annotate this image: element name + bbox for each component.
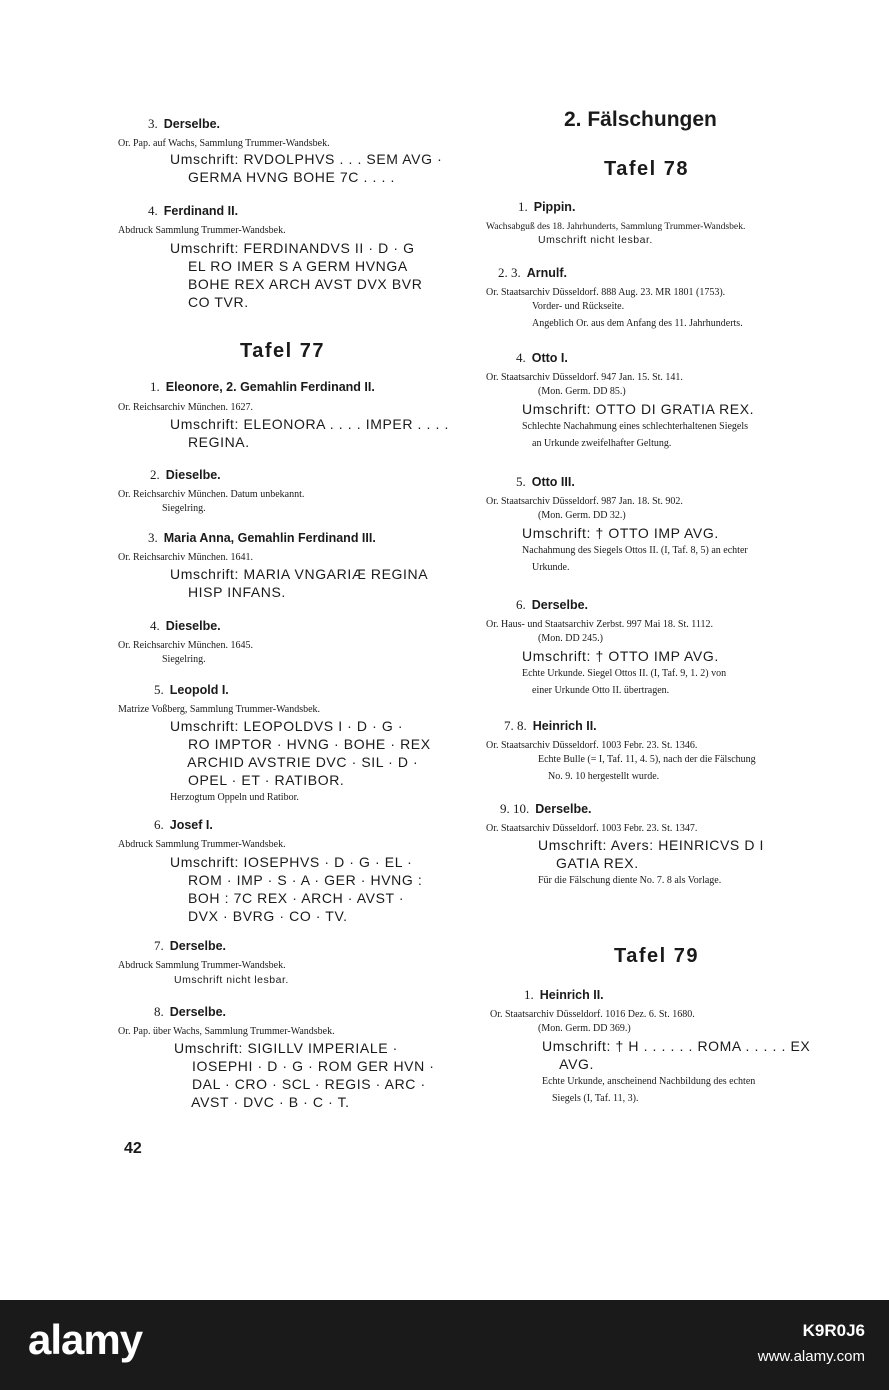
entry-note: (Mon. Germ. DD 32.) [538,510,626,521]
entry-title: 7. 8. Heinrich II. [504,718,597,733]
alamy-logo: alamy [28,1316,143,1363]
entry-title: 8. Derselbe. [154,1004,227,1019]
entry-t77-8 [118,1004,458,1111]
entry-umschrift: Umschrift: † H . . . . . . ROMA . . . . . EX AVG. [542,1038,811,1072]
entry-title: 1. Heinrich II. [524,987,604,1002]
entry-source: Or. Staatsarchiv Düsseldorf. 987 Jan. 18. St. 902. [486,496,683,507]
entry-umschrift: Umschrift: LEOPOLDVS I · D · G · RO IMPTOR · HVNG · BOHE · REX ARCHID AVSTRIE DVC · SIL · D · OPEL · ET · RATIBOR. [170,718,431,788]
entry-title: 4. Ferdinand II. [148,203,239,218]
entry-t79-1 [486,987,836,1107]
entry-t78-6 [486,597,836,699]
entry-note: Echte Urkunde. Siegel Ottos II. (I, Taf. 9, 1. 2) von einer Urkunde Otto II. übertragen. [522,668,727,696]
entry-note: Echte Urkunde, anscheinend Nachbildung des echten Siegels (I, Taf. 11, 3). [542,1076,756,1104]
entry-4-ferdinand [118,203,458,311]
entry-note: (Mon. DD 245.) [538,633,603,644]
entry-t77-5 [118,682,458,806]
entry-t77-7 [118,938,458,986]
entry-umschrift: Umschrift: † OTTO IMP AVG. [522,525,719,541]
entry-umschrift: Umschrift: SIGILLV IMPERIALE · IOSEPHI · D · G · ROM GER HVN · DAL · CRO · SCL · REGIS · ARC · AVST · DVC · B · C · T. [174,1040,435,1110]
section-title: 2. Fälschungen [564,108,717,131]
entry-source: Or. Haus- und Staatsarchiv Zerbst. 997 Mai 18. St. 1112. [486,619,714,630]
entry-source: Abdruck Sammlung Trummer-Wandsbek. [118,839,286,850]
entry-source: Abdruck Sammlung Trummer-Wandsbek. [118,225,286,236]
image-id: K9R0J6 [802,1321,865,1340]
entry-title: 9. 10. Derselbe. [500,801,592,816]
entry-source: Or. Staatsarchiv Düsseldorf. 1003 Febr. 23. St. 1347. [486,823,698,834]
entry-title: 1. Eleonore, 2. Gemahlin Ferdinand II. [150,379,375,394]
entry-3-derselbe [118,116,458,186]
entry-umschrift: Umschrift: † OTTO IMP AVG. [522,648,719,664]
entry-title: 6. Josef I. [154,817,213,832]
entry-title: 5. Leopold I. [154,682,229,697]
entry-source: Or. Staatsarchiv Düsseldorf. 1003 Febr. 23. St. 1346. [486,740,698,751]
entry-source: Or. Staatsarchiv Düsseldorf. 1016 Dez. 6. St. 1680. [490,1009,695,1020]
entry-title: 4. Dieselbe. [150,618,221,633]
entry-t77-1 [118,379,458,451]
tafel-79-heading: Tafel 79 [614,945,699,967]
entry-source: Or. Reichsarchiv München. 1645. [118,640,253,651]
entry-title: 3. Derselbe. [148,116,221,131]
entry-source: Wachsabguß des 18. Jahrhunderts, Sammlung Trummer-Wandsbek. [486,221,746,232]
site-url: www.alamy.com [757,1348,865,1365]
entry-note: Echte Bulle (= I, Taf. 11, 4. 5), nach der die Fälschung No. 9. 10 hergestellt wurde. [538,754,756,782]
page-number: 42 [124,1140,142,1157]
entry-t78-2-3 [486,265,836,332]
tafel-77-heading: Tafel 77 [240,340,325,362]
entry-t78-9-10 [486,801,836,889]
entry-title: 2. Dieselbe. [150,467,221,482]
entry-t77-2 [118,467,458,517]
entry-title: 1. Pippin. [518,199,576,214]
entry-title: 7. Derselbe. [154,938,227,953]
entry-note: Siegelring. [162,654,206,665]
entry-note: Herzogtum Oppeln und Ratibor. [170,792,299,803]
entry-t77-3 [118,530,458,601]
entry-umschrift: Umschrift: RVDOLPHVS . . . SEM AVG · GERMA HVNG BOHE 7C . . . . [170,151,443,185]
entry-umschrift: Umschrift: FERDINANDVS II · D · G EL RO IMER S A GERM HVNGA BOHE REX ARCH AVST DVX BVR CO TVR. [170,240,423,310]
entry-t78-1 [486,199,836,246]
entry-source: Or. Pap. über Wachs, Sammlung Trummer-Wandsbek. [118,1026,335,1037]
entry-source: Matrize Voßberg, Sammlung Trummer-Wandsbek. [118,704,321,715]
entry-source: Or. Reichsarchiv München. 1641. [118,552,253,563]
entry-source: Or. Reichsarchiv München. Datum unbekannt. [118,489,305,500]
entry-t77-6 [118,817,458,925]
entry-title: 5. Otto III. [516,474,575,489]
entry-umschrift: Umschrift: Avers: HEINRICVS D I GATIA REX. [538,837,765,871]
entry-note: Für die Fälschung diente No. 7. 8 als Vorlage. [538,875,722,886]
entry-note: (Mon. Germ. DD 85.) [538,386,626,397]
entry-source: Or. Pap. auf Wachs, Sammlung Trummer-Wandsbek. [118,138,330,149]
entry-umschrift: Umschrift nicht lesbar. [174,974,289,986]
entry-title: 3. Maria Anna, Gemahlin Ferdinand III. [148,530,376,545]
entry-source: Or. Staatsarchiv Düsseldorf. 947 Jan. 15. St. 141. [486,372,683,383]
tafel-78-heading: Tafel 78 [604,158,689,180]
entry-t78-4 [486,350,836,452]
entry-source: Abdruck Sammlung Trummer-Wandsbek. [118,960,286,971]
entry-note: Siegelring. [162,503,206,514]
entry-title: 4. Otto I. [516,350,568,365]
entry-source: Or. Staatsarchiv Düsseldorf. 888 Aug. 23. MR 1801 (1753). [486,287,726,298]
entry-note: Nachahmung des Siegels Ottos II. (I, Taf. 8, 5) an echter Urkunde. [522,545,748,573]
entry-note: (Mon. Germ. DD 369.) [538,1023,631,1034]
entry-umschrift: Umschrift: ELEONORA . . . . IMPER . . . . REGINA. [170,416,449,450]
entry-note: Vorder- und Rückseite. Angeblich Or. aus dem Anfang des 11. Jahrhunderts. [532,301,743,329]
entry-title: 2. 3. Arnulf. [498,265,568,280]
entry-t78-7-8 [486,718,836,785]
entry-note: Schlechte Nachahmung eines schlechterhaltenen Siegels an Urkunde zweifelhafter Geltung. [522,421,749,449]
entry-source: Or. Reichsarchiv München. 1627. [118,402,253,413]
entry-umschrift: Umschrift: IOSEPHVS · D · G · EL · ROM · IMP · S · A · GER · HVNG : BOH : 7C REX · ARCH · AVST · DVX · BVRG · CO · TV. [170,854,423,924]
entry-title: 6. Derselbe. [516,597,589,612]
entry-umschrift: Umschrift: MARIA VNGARIÆ REGINA HISP INFANS. [170,566,429,600]
entry-t78-5 [486,474,836,576]
watermark-banner [0,1300,889,1390]
entry-umschrift: Umschrift: OTTO DI GRATIA REX. [522,401,755,417]
entry-t77-4 [118,618,458,668]
entry-umschrift: Umschrift nicht lesbar. [538,234,653,246]
